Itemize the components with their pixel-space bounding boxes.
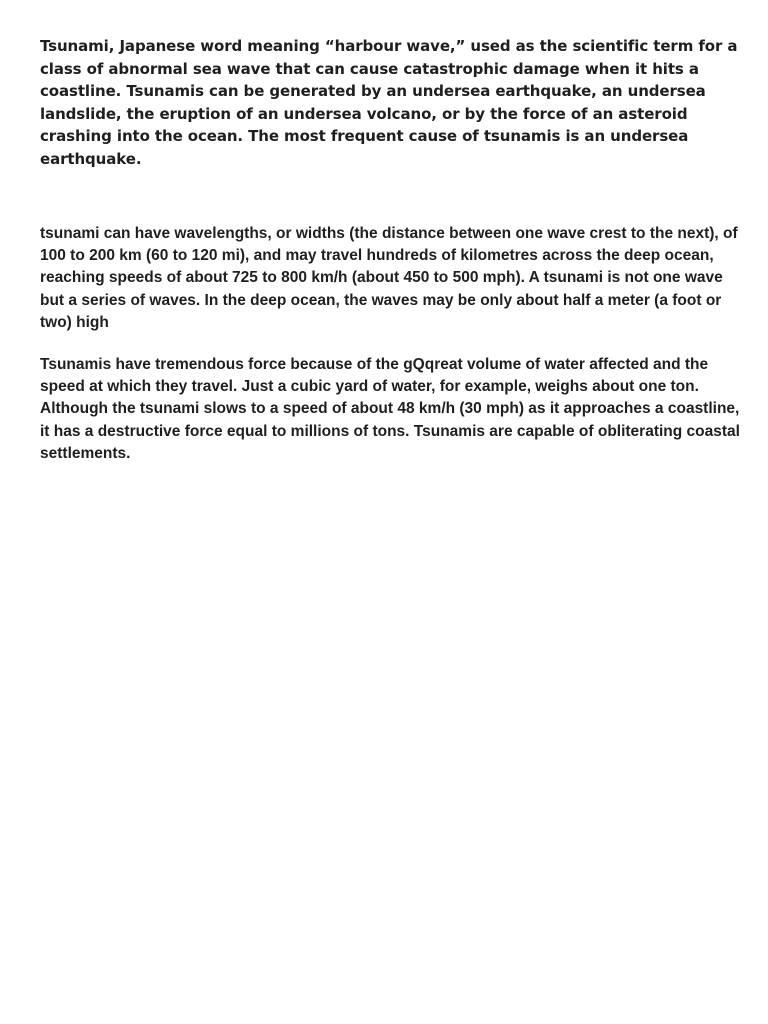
paragraph-tsunami-definition: Tsunami, Japanese word meaning “harbour wave,” used as the scientific term for a class of abnormal sea wave that can cause catastrophic damage when it hits a coastline. Tsunamis can be generated by an undersea earthquake, an undersea landslide, the eruption of an undersea volcano, or by the force of an asteroid crashing into the ocean. The most frequent cause of tsunamis is an undersea earthquake. bbox=[40, 37, 738, 168]
paragraph-tsunami-force: Tsunamis have tremendous force because of the gQqreat volume of water affected and the speed at which they travel. Just a cubic yard of water, for example, weighs about one ton. Although the tsunami slows to a speed of about 48 km/h (30 mph) as it approaches a coastline, it has a destructive force equal to millions of tons. Tsunamis are capable of obliterating coastal settlements. bbox=[40, 356, 740, 462]
paragraph-tsunami-wavelengths: tsunami can have wavelengths, or widths (the distance between one wave crest to the next), of 100 to 200 km (60 to 120 mi), and may travel hundreds of kilometres across the deep ocean, reaching speeds of about 725 to 800 km/h (about 450 to 500 mph). A tsunami is not one wave but a series of waves. In the deep ocean, the waves may be only about half a meter (a foot or two) high bbox=[40, 225, 738, 331]
